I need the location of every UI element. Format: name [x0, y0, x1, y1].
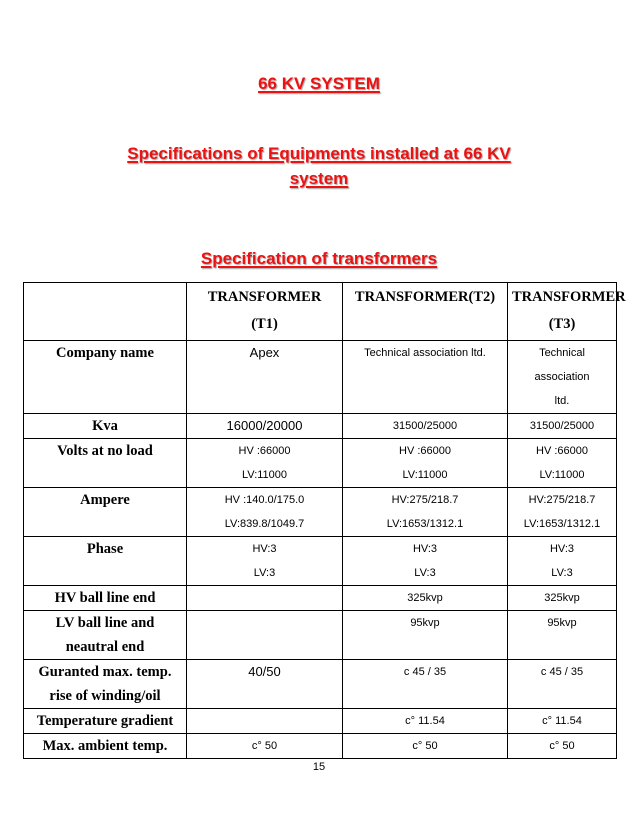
cell-line: LV:839.8/1049.7	[224, 518, 305, 530]
cell-line: 325kvp	[544, 592, 580, 604]
row-label	[24, 439, 187, 488]
cell-line: HV :66000	[399, 445, 451, 457]
cell-line: HV:3	[252, 543, 277, 555]
cell-line: Guranted max. temp.	[38, 664, 172, 680]
cell-line: 31500/25000	[529, 420, 595, 432]
value-cell-t1	[187, 586, 343, 611]
table-row	[24, 537, 617, 586]
cell-line: TRANSFORMER(T2)	[354, 289, 496, 305]
cell-line: LV:3	[551, 567, 573, 579]
value-cell-t3	[508, 586, 617, 611]
table-row	[24, 488, 617, 537]
header-cell-t1	[187, 283, 343, 341]
cell-line: Temperature gradient	[36, 713, 174, 729]
value-cell-t3	[508, 709, 617, 734]
cell-line: c 45 / 35	[403, 666, 447, 678]
cell-line: HV ball line end	[54, 590, 156, 606]
value-cell-t1	[187, 537, 343, 586]
value-cell-t3	[508, 341, 617, 414]
cell-line: c° 11.54	[405, 715, 445, 727]
row-label	[24, 537, 187, 586]
value-cell-t3	[508, 488, 617, 537]
table-row	[24, 439, 617, 488]
cell-line: Technical association ltd.	[364, 347, 486, 359]
cell-line: neautral end	[65, 639, 145, 655]
header-blank-cell	[24, 283, 187, 341]
value-cell-t1	[187, 611, 343, 660]
system-title: 66 KV SYSTEM	[258, 74, 380, 93]
value-cell-t3	[508, 734, 617, 759]
page-number: 15	[312, 761, 326, 773]
cell-line: LV:1653/1312.1	[523, 518, 601, 530]
table-row	[24, 611, 617, 660]
value-cell-t2	[343, 611, 508, 660]
value-cell-t2	[343, 488, 508, 537]
table-header-row	[24, 283, 617, 341]
cell-line: LV ball line and	[55, 615, 155, 631]
cell-line: Volts at no load	[57, 443, 153, 459]
transformer-spec-table	[23, 282, 626, 759]
cell-line: HV:275/218.7	[391, 494, 459, 506]
value-cell-t3	[508, 537, 617, 586]
value-cell-t2	[343, 660, 508, 709]
table-row	[24, 709, 617, 734]
table-row	[24, 586, 617, 611]
table-row	[24, 341, 617, 414]
cell-line: LV:3	[414, 567, 436, 579]
cell-line: TRANSFORMER	[207, 289, 322, 305]
row-label	[24, 660, 187, 709]
cell-line: c° 50	[251, 740, 278, 752]
equipment-specs-title: Specifications of Equipments installed at 66 KV system	[127, 144, 511, 188]
value-cell-t1	[187, 734, 343, 759]
cell-line: Company name	[56, 345, 154, 361]
row-label	[24, 414, 187, 439]
cell-line: HV :140.0/175.0	[224, 494, 305, 506]
value-cell-t1	[187, 709, 343, 734]
value-cell-t1	[187, 414, 343, 439]
cell-line: 16000/20000	[226, 418, 303, 433]
cell-line: HV:3	[412, 543, 438, 555]
cell-line: 95kvp	[547, 617, 577, 629]
value-cell-t1	[187, 488, 343, 537]
cell-line: LV:3	[253, 567, 276, 579]
cell-line: LV:11000	[402, 469, 448, 481]
cell-line: c° 11.54	[542, 715, 582, 727]
table-row	[24, 660, 617, 709]
cell-line: 40/50	[248, 664, 281, 679]
cell-line: LV:11000	[241, 469, 288, 481]
transformer-specs-title: Specification of transformers	[200, 249, 438, 268]
value-cell-t2	[343, 414, 508, 439]
row-label	[24, 586, 187, 611]
cell-line: c° 50	[412, 740, 438, 752]
cell-line: rise of winding/oil	[49, 688, 161, 704]
cell-line: HV :66000	[238, 445, 291, 457]
value-cell-t3	[508, 439, 617, 488]
row-label	[24, 341, 187, 414]
value-cell-t2	[343, 709, 508, 734]
cell-line: 95kvp	[410, 617, 440, 629]
value-cell-t2	[343, 439, 508, 488]
value-cell-t1	[187, 439, 343, 488]
cell-line: 31500/25000	[392, 420, 458, 432]
cell-line: LV:1653/1312.1	[386, 518, 464, 530]
cell-line: HV :66000	[536, 445, 588, 457]
cell-line: ltd.	[554, 395, 570, 407]
table-row	[24, 414, 617, 439]
value-cell-t3	[508, 611, 617, 660]
header-cell-t3	[508, 283, 626, 341]
cell-line: Ampere	[80, 492, 130, 508]
row-label	[24, 611, 187, 660]
value-cell-t3	[508, 414, 617, 439]
value-cell-t1	[187, 341, 343, 414]
cell-line: LV:11000	[539, 469, 585, 481]
cell-line: c° 50	[549, 740, 575, 752]
cell-line: Phase	[86, 541, 124, 557]
cell-line: HV:3	[549, 543, 575, 555]
row-label	[24, 488, 187, 537]
value-cell-t2	[343, 537, 508, 586]
value-cell-t2	[343, 586, 508, 611]
header-cell-t2	[343, 283, 508, 341]
value-cell-t2	[343, 341, 508, 414]
cell-line: c 45 / 35	[540, 666, 584, 678]
cell-line: (T1)	[251, 316, 278, 332]
cell-line: HV:275/218.7	[528, 494, 596, 506]
table-row	[24, 734, 617, 759]
value-cell-t2	[343, 734, 508, 759]
value-cell-t3	[508, 660, 617, 709]
cell-line: Kva	[92, 418, 118, 434]
value-cell-t1	[187, 660, 343, 709]
cell-line: (T3)	[548, 316, 576, 332]
cell-line: TRANSFORMER	[512, 289, 626, 305]
cell-line: Max. ambient temp.	[42, 738, 168, 754]
row-label	[24, 709, 187, 734]
cell-line: Apex	[249, 345, 280, 360]
row-label	[24, 734, 187, 759]
cell-line: 325kvp	[407, 592, 443, 604]
cell-line: Technical association	[534, 347, 590, 383]
